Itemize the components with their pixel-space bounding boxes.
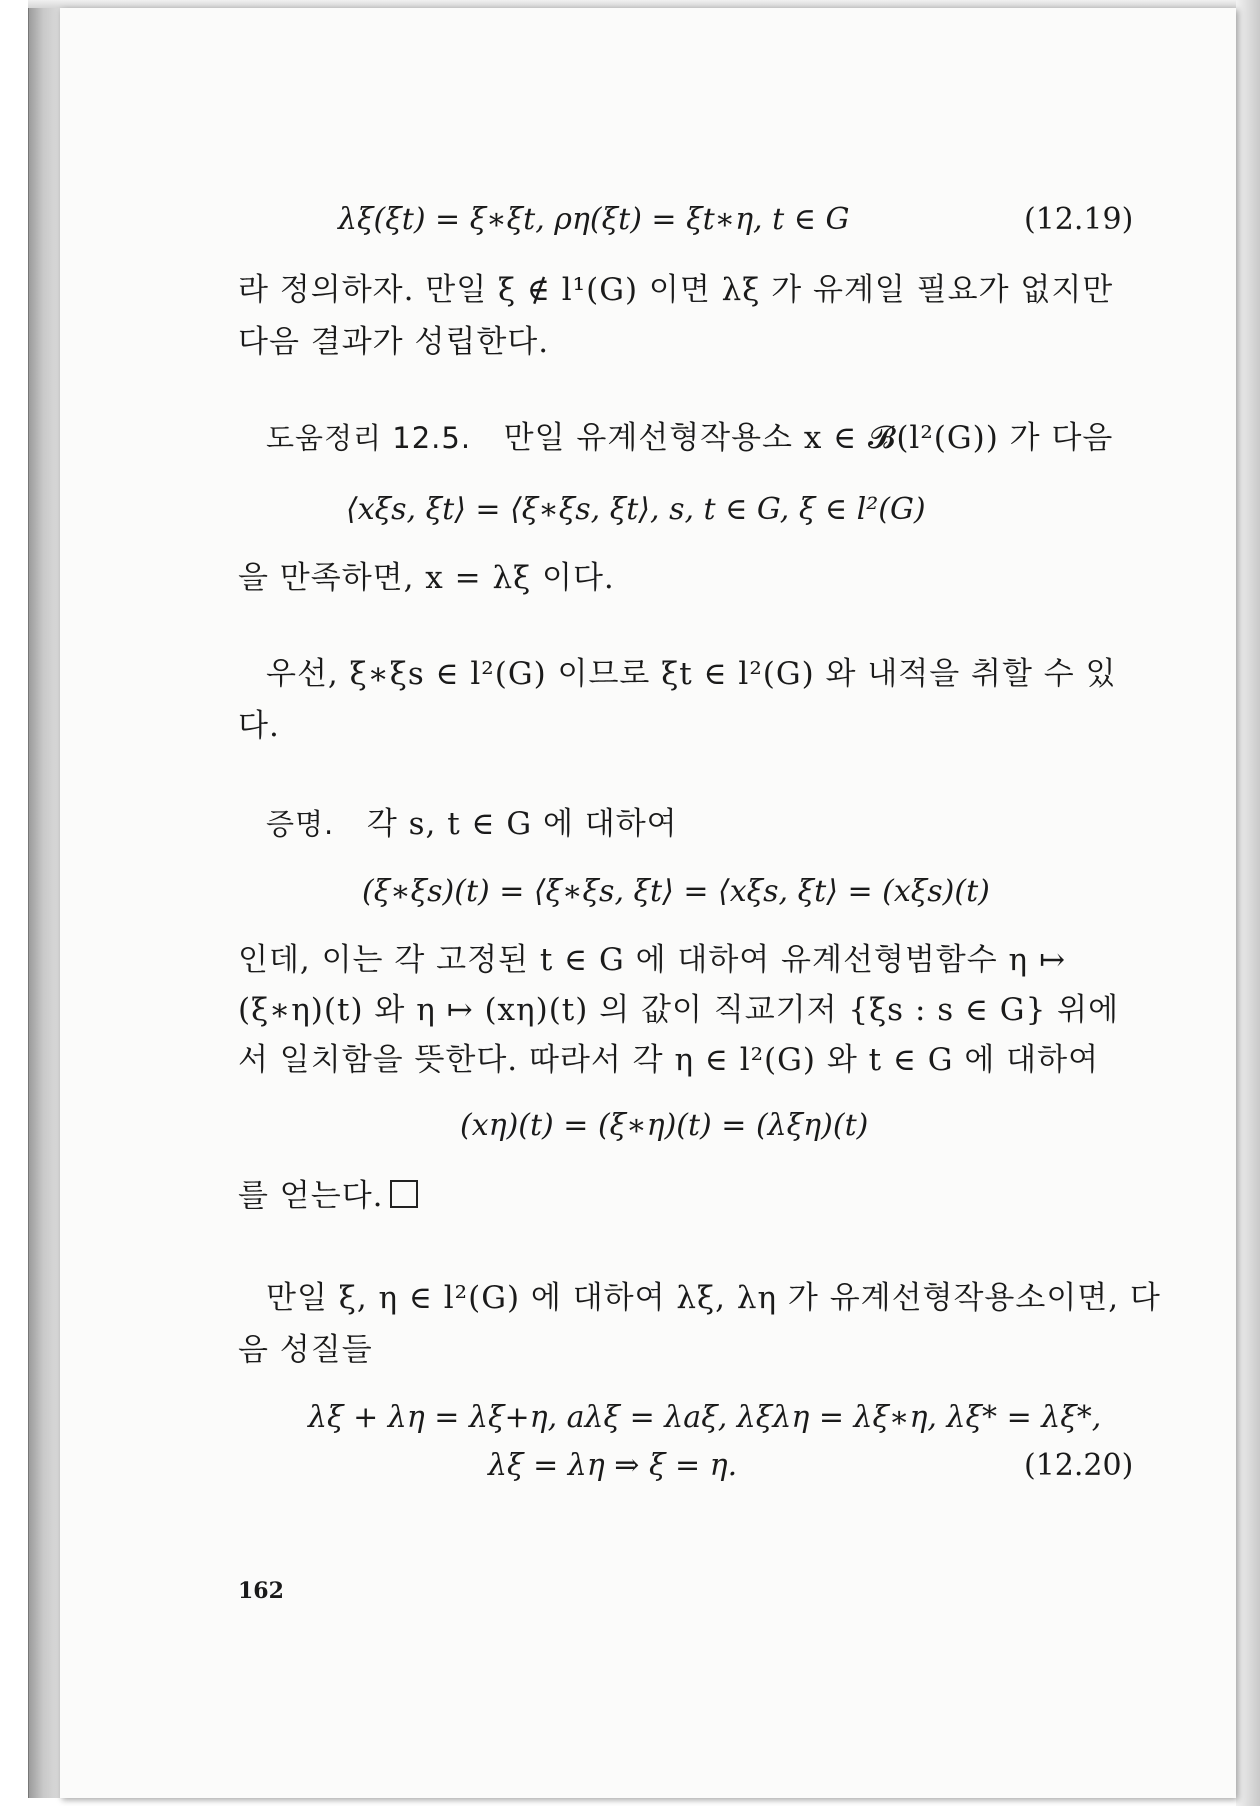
proof-conclusion-line bbox=[238, 1176, 418, 1216]
proof-first-line bbox=[266, 804, 678, 844]
proof-line-5: 를 얻는다. bbox=[238, 1178, 384, 1214]
lemma-conclusion: 을 만족하면, x = λξ 이다. bbox=[238, 560, 615, 596]
proof-line-4: 서 일치함을 뜻한다. 따라서 각 η ∈ l²(G) 와 t ∈ G 에 대하여 bbox=[238, 1042, 1100, 1078]
lemma-text: 만일 유계선형작용소 x ∈ 𝓑(l²(G)) 가 다음 bbox=[503, 420, 1114, 456]
remark-line-2: 다. bbox=[238, 708, 280, 744]
paragraph-2-line-1: 만일 ξ, η ∈ l²(G) 에 대하여 λξ, λη 가 유계선형작용소이면, 다 bbox=[266, 1280, 1161, 1316]
lemma-12-5 bbox=[266, 418, 1113, 458]
page-number: 162 bbox=[238, 1578, 284, 1604]
proof-heading: 증명. bbox=[266, 807, 335, 841]
equation-12-19: λξ(ξt) = ξ∗ξt, ρη(ξt) = ξt∗η, t ∈ G bbox=[338, 202, 850, 237]
paragraph-2-line-2: 음 성질들 bbox=[238, 1332, 373, 1368]
page-stack-top-edge bbox=[28, 0, 1260, 8]
paragraph-1-line-1: 라 정의하자. 만일 ξ ∉ l¹(G) 이면 λξ 가 유계일 필요가 없지만 bbox=[238, 272, 1114, 308]
proof-equation-2: (xη)(t) = (ξ∗η)(t) = (λξη)(t) bbox=[460, 1108, 869, 1143]
proof-equation-1: (ξ∗ξs)(t) = ⟨ξ∗ξs, ξt⟩ = ⟨xξs, ξt⟩ = (xξs)(t) bbox=[362, 874, 990, 909]
remark-line-1: 우선, ξ∗ξs ∈ l²(G) 이므로 ξt ∈ l²(G) 와 내적을 취할 수 있 bbox=[266, 656, 1117, 692]
qed-box-icon bbox=[390, 1180, 418, 1208]
equation-12-20-line-2: λξ = λη ⇒ ξ = η. bbox=[488, 1448, 738, 1483]
page-stack-right-edge bbox=[1236, 0, 1260, 1806]
paragraph-1-line-2: 다음 결과가 성립한다. bbox=[238, 324, 550, 360]
proof-line-1: 각 s, t ∈ G 에 대하여 bbox=[366, 806, 678, 842]
proof-line-3: (ξ∗η)(t) 와 η ↦ (xη)(t) 의 값이 직교기저 {ξs : s ∈ G} 위에 bbox=[238, 992, 1120, 1028]
equation-number-12-19: (12.19) bbox=[1024, 202, 1134, 237]
lemma-heading: 도움정리 12.5. bbox=[266, 421, 472, 455]
book-spine bbox=[28, 8, 61, 1798]
equation-12-20-line-1: λξ + λη = λξ+η, aλξ = λaξ, λξλη = λξ∗η, λξ* = λξ*, bbox=[308, 1400, 1102, 1435]
lemma-equation: ⟨xξs, ξt⟩ = ⟨ξ∗ξs, ξt⟩, s, t ∈ G, ξ ∈ l²(G) bbox=[346, 492, 926, 527]
proof-line-2: 인데, 이는 각 고정된 t ∈ G 에 대하여 유계선형범함수 η ↦ bbox=[238, 942, 1066, 978]
equation-number-12-20: (12.20) bbox=[1024, 1448, 1134, 1483]
